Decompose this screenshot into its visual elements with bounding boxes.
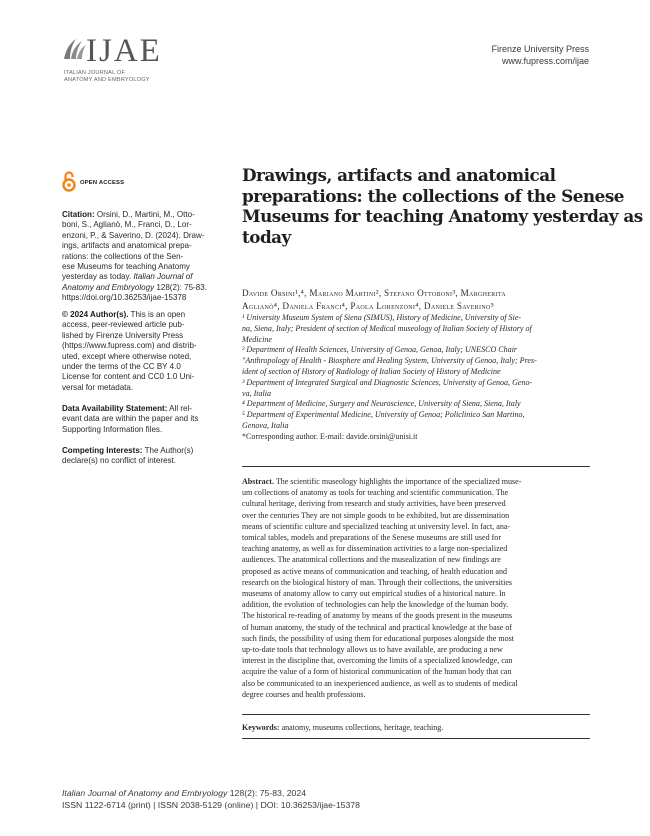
publisher-url[interactable]: www.fupress.com/ijae (501, 56, 589, 66)
footer-journal: Italian Journal of Anatomy and Embryology (62, 788, 228, 798)
open-lock-icon (62, 170, 76, 192)
abstract: Abstract. The scientific museology highlights the importance of the specialized muse- um collections of anatomy as tools for teaching and scientific communication. The cultural heritage, deriving from research and study activities, have been preserved over the centuries They are not simple goods to be exhibited, but are dissemination means of scientific culture and specialized teaching at university level. In fact, ana- tomical tables, models and preparations of the Senese museums are still used for teaching anatomy, as well as for dissemination activities to a large non-specialized audiences. The anatomical collections and the musealization of new findings are proposed as active means of communication and teaching, of health education and research on the biological history of man. Through their collections, the universities museums of anatomy allow to carry out empirical studies of a historical nature. In addition, the evolution of technologies can help the knowledge of the human body. The historical re-reading of anatomy by means of the goods present in the museums of human anatomy, the study of the technical and practical knowledge at the base of such finds, the possibility of using them for educational purposes alongside the most up-to-date tools that technology allows us to have available, are producing a new interest in the discipline that, overcoming the limits of a specialized knowledge, can acquire the value of a form of historical communication of the human body that can also be communicated to an inexperienced audience, as well as to students of medical degree courses and health professions. (242, 477, 522, 699)
citation-block: Citation: Orsini, D., Martini, M., Otto- boni, S., Aglianò, M., Franci, D., Lor- enzoni, P., & Saverino, D. (2024). Draw- ings, artifacts and anatomical prepa- rations: the collections of the Sen- ese Museums for teaching Anatomy yesterday as today. Italian Journal of Anatomy and Embryology 128(2): 75-83. https://doi.org/10.36253/ijae-15378 (62, 210, 219, 304)
copyright-block: © 2024 Author(s). This is an open access, peer-reviewed article pub- lished by Firenze University Press (https://www.fupress.com) and distrib- uted, except where otherwise noted, under the terms of the CC BY 4.0 License for content and CC0 1.0 Uni- versal for metadata. (62, 310, 197, 392)
keywords-bottom-divider (242, 738, 590, 739)
page-footer: Italian Journal of Anatomy and Embryology 128(2): 75-83, 2024 ISSN 1122-6714 (print) | ISSN 2038-5129 (online) | DOI: 10.36253/ijae-15378 (62, 788, 360, 810)
journal-logo (62, 35, 172, 85)
publisher-name: Firenze University Press (491, 44, 589, 54)
data-availability-block: Data Availability Statement: All rel- evant data are within the paper and its Supporting Information files. (62, 404, 199, 434)
citation-label: Citation: (62, 210, 95, 219)
footer-issn: ISSN 1122-6714 (print) | ISSN 2038-5129 (online) | DOI: 10.36253/ijae-15378 (62, 799, 360, 810)
logo-subtitle: ITALIAN JOURNAL OF ANATOMY AND EMBRYOLOGY (64, 70, 150, 83)
corresponding-author: *Corresponding author. E-mail: davide.orsini@unisi.it (242, 431, 418, 441)
open-access-label: OPEN ACCESS (80, 180, 125, 186)
affiliations: ¹ University Museum System of Siena (SIMUS), History of Medicine, University of Sie- na, Siena, Italy; President of section of Medical museology of Italian Society of History of Medicine ² Department of Health Sciences, University of Genoa, Genoa, Italy; UNESCO Chair "Anthropology of Health - Biosphere and Healing System, University of Genoa, Italy; Pres- ident of section of History of Radiology of Italian Society of History of Medicine ³ Department of Integrated Surgical and Diagnostic Sciences, University of Genoa, Geno- va, Italia ⁴ Department of Medicine, Surgery and Neuroscience, University of Siena, Siena, Italy ⁵ Department of Experimental Medicine, University of Genoa; Policlinico San Martino, Genova, Italia *Corresponding author. E-mail: davide.orsini@unisi.it (242, 313, 590, 443)
abstract-label: Abstract. (242, 477, 274, 486)
publisher-info (491, 43, 589, 67)
keywords-top-divider (242, 714, 590, 715)
citation-doi-link[interactable]: https://doi.org/10.36253/ijae-15378 (62, 293, 187, 303)
open-access-badge (62, 170, 124, 192)
keywords (242, 722, 590, 733)
data-availability-label: Data Availability Statement: (62, 404, 168, 413)
logo-wordmark: IJAE (86, 33, 162, 69)
author-list: Davide Orsini¹,⁴, Mariano Martini², Stefano Ottoboni³, Margherita Aglianò⁴, Daniela Franci⁴, Paola Lorenzoni⁴, Daniele Saverino⁵ (242, 288, 506, 312)
keywords-text: anatomy, museums collections, heritage, teaching. (279, 723, 444, 732)
copyright-label: © 2024 Author(s). (62, 310, 129, 319)
competing-interests-block: Competing Interests: The Author(s) declare(s) no conflict of interest. (62, 446, 194, 466)
article-title: Drawings, artifacts and anatomical preparations: the collections of the Senese Museums for teaching Anatomy yesterday as today (242, 165, 643, 247)
competing-interests-label: Competing Interests: (62, 446, 143, 455)
abstract-top-divider (242, 466, 590, 467)
keywords-label: Keywords: (242, 723, 280, 732)
